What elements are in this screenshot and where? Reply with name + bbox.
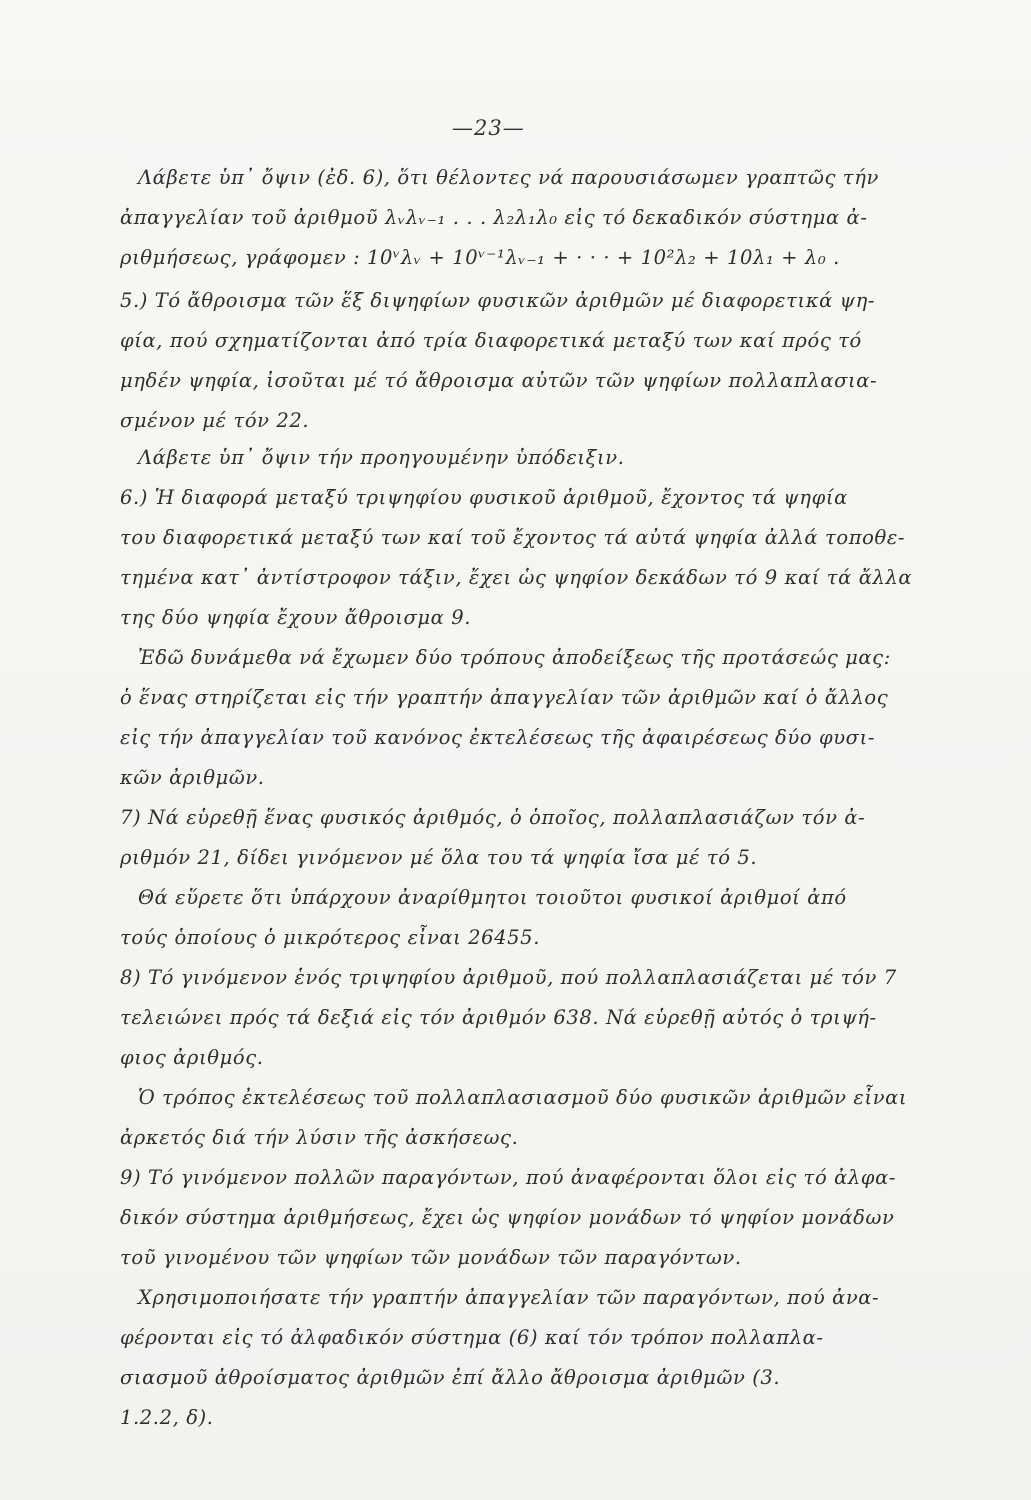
text-line: φέρονται εἰς τό ἀλφαδικόν σύστημα (6) καί τόν τρόπον πολλαπλα- <box>120 1326 824 1349</box>
text-line: Ἐδῶ δυνάμεθα νά ἔχωμεν δύο τρόπους ἀποδείξεως τῆς προτάσεώς μας: <box>138 646 891 669</box>
text-line: Χρησιμοποιήσατε τήν γραπτήν ἀπαγγελίαν τῶν παραγόντων, πού ἀνα- <box>138 1286 880 1309</box>
text-line: ἀπαγγελίαν τοῦ ἀριθμοῦ λᵥλᵥ₋₁ . . . λ₂λ₁λ₀ εἰς τό δεκαδικόν σύστημα ἀ- <box>120 206 868 229</box>
text-line: 1.2.2, δ). <box>120 1406 214 1429</box>
text-line: Θά εὕρετε ὅτι ὑπάρχουν ἀναρίθμητοι τοιοῦτοι φυσικοί ἀριθμοί ἀπό <box>138 886 847 909</box>
text-line: φιος ἀριθμός. <box>120 1046 264 1069</box>
text-line: τημένα κατ᾽ ἀντίστροφον τάξιν, ἔχει ὡς ψηφίον δεκάδων τό 9 καί τά ἄλλα <box>120 566 913 589</box>
text-line: 8) Τό γινόμενον ἑνός τριψηφίου ἀριθμοῦ, πού πολλαπλασιάζεται μέ τόν 7 <box>120 966 897 989</box>
text-line: φία, πού σχηματίζονται ἀπό τρία διαφορετικά μεταξύ των καί πρός τό <box>120 329 862 352</box>
text-line: τούς ὁποίους ὁ μικρότερος εἶναι 26455. <box>120 926 540 949</box>
text-line: μηδέν ψηφία, ἰσοῦται μέ τό ἄθροισμα αὐτῶν τῶν ψηφίων πολλαπλασια- <box>120 369 878 392</box>
text-line: ριθμόν 21, δίδει γινόμενον μέ ὅλα του τά ψηφία ἴσα μέ τό 5. <box>120 846 758 869</box>
text-line: ἀρκετός διά τήν λύσιν τῆς ἀσκήσεως. <box>120 1126 519 1149</box>
text-line: του διαφορετικά μεταξύ των καί τοῦ ἔχοντος τά αὐτά ψηφία ἀλλά τοποθε- <box>120 526 906 549</box>
text-line: Λάβετε ὑπ᾽ ὄψιν τήν προηγουμένην ὑπόδειξιν. <box>138 446 625 469</box>
text-line: σιασμοῦ ἀθροίσματος ἀριθμῶν ἐπί ἄλλο ἄθροισμα ἀριθμῶν (3. <box>120 1366 781 1389</box>
text-line: κῶν ἀριθμῶν. <box>120 766 265 789</box>
text-line: της δύο ψηφία ἔχουν ἄθροισμα 9. <box>120 606 472 629</box>
text-line: ριθμήσεως, γράφομεν : 10ᵛλᵥ + 10ᵛ⁻¹λᵥ₋₁ + · · · + 10²λ₂ + 10λ₁ + λ₀ . <box>120 246 840 269</box>
text-line: τελειώνει πρός τά δεξιά εἰς τόν ἀριθμόν 638. Νά εὑρεθῇ αὐτός ὁ τριψή- <box>120 1006 877 1029</box>
text-line: 6.) Ἡ διαφορά μεταξύ τριψηφίου φυσικοῦ ἀριθμοῦ, ἔχοντος τά ψηφία <box>120 486 848 509</box>
text-line: Ὁ τρόπος ἐκτελέσεως τοῦ πολλαπλασιασμοῦ δύο φυσικῶν ἀριθμῶν εἶναι <box>138 1086 908 1109</box>
text-line: 5.) Τό ἄθροισμα τῶν ἕξ διψηφίων φυσικῶν ἀριθμῶν μέ διαφορετικά ψη- <box>120 289 876 312</box>
text-line: ὁ ἕνας στηρίζεται εἰς τήν γραπτήν ἀπαγγελίαν τῶν ἀριθμῶν καί ὁ ἄλλος <box>120 686 889 709</box>
text-line: εἰς τήν ἀπαγγελίαν τοῦ κανόνος ἐκτελέσεως τῆς ἀφαιρέσεως δύο φυσι- <box>120 726 876 749</box>
text-line: τοῦ γινομένου τῶν ψηφίων τῶν μονάδων τῶν παραγόντων. <box>120 1246 742 1269</box>
text-line: δικόν σύστημα ἀριθμήσεως, ἔχει ὡς ψηφίον μονάδων τό ψηφίον μονάδων <box>120 1206 895 1229</box>
page-number: —23— <box>452 116 525 140</box>
text-line: Λάβετε ὑπ᾽ ὄψιν (ἐδ. 6), ὅτι θέλοντες νά παρουσιάσωμεν γραπτῶς τήν <box>138 166 879 189</box>
text-line: 9) Τό γινόμενον πολλῶν παραγόντων, πού ἀναφέρονται ὅλοι εἰς τό ἀλφα- <box>120 1166 897 1189</box>
text-line: σμένον μέ τόν 22. <box>120 409 310 432</box>
text-line: 7) Νά εὑρεθῇ ἕνας φυσικός ἀριθμός, ὁ ὁποῖος, πολλαπλασιάζων τόν ἀ- <box>120 806 866 829</box>
